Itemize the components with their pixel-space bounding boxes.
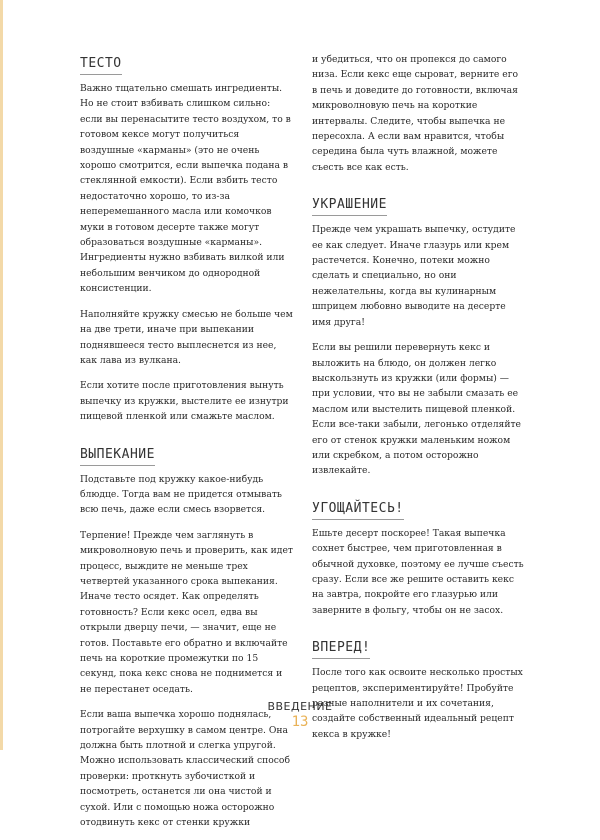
paragraph: Ешьте десерт поскорее! Такая выпечка сохнет быстрее, чем приготовленная в обычной духовке, поэтому ее лучше съесть сразу. Если все же решите оставить кекс на завтра, покройте его глазурью или заверните в фольгу, чтобы он не засох. (312, 527, 524, 616)
paragraph: Если вы решили перевернуть кекс и выложить на блюдо, он должен легко выскользнуть из кружки (или формы) — при условии, что вы не забыли смазать ее маслом или выстелить пищевой пленкой. Если все-таки забыли, легонько отделяйте его от стенок кружки маленьким ножом или скребком, а потом осторожно извлекайте. (312, 342, 521, 477)
page-footer (0, 700, 600, 730)
page-number: 13 (291, 714, 309, 730)
section-title-baking: ВЫПЕКАНИЕ (80, 447, 155, 466)
paragraph: Если хотите после приготовления вынуть выпечку из кружки, выстелите ее изнутри пищевой пленкой или смажьте маслом. (80, 380, 289, 423)
paragraph: Наполняйте кружку смесью не больше чем на две трети, иначе при выпекании поднявшееся тесто выплеснется из нее, как лава из вулкана. (80, 308, 293, 366)
page-edge-stripe (0, 0, 3, 750)
paragraph: Терпение! Прежде чем заглянуть в микроволновую печь и проверить, как идет процесс, выждите не меньше трех четвертей указанного срока выпекания. Иначе тесто осядет. Как определять готовность? Если кекс осел, едва вы открыли дверцу печи, — значит, еще не готов. Поставьте его обратно и включайте печь на короткие промежутки по 15 секунд, пока кекс снова не поднимется и не перестанет оседать. (80, 529, 293, 695)
chapter-title: ВВЕДЕНИЕ (267, 700, 333, 713)
paragraph: После того как освоите несколько простых рецептов, экспериментируйте! Пробуйте разные наполнители и их сочетания, создайте собственный идеальный рецепт кекса в кружке! (312, 667, 523, 740)
paragraph: Если ваша выпечка хорошо поднялась, потрогайте верхушку в самом центре. Она должна быть плотной и слегка упругой. Можно использовать классический способ проверки: проткнуть зубочисткой и посмотреть, останется ли она чистой и сухой. Или с помощью ножа осторожно отодвинуть кекс от стенки кружки (80, 709, 290, 829)
paragraph: Важно тщательно смешать ингредиенты. Но не стоит взбивать слишком сильно: если вы перенасытите тесто воздухом, то в готовом кексе могут получиться воздушные «карманы» (это не очень хорошо смотрится, если выпечка подана в стеклянной емкости). Если взбить тесто недостаточно хорошо, то из-за неперемешанного масла или комочков муки в готовом десерте также могут образоваться воздушные «карманы». Ингредиенты нужно взбивать вилкой или небольшим венчиком до однородной консистенции. (80, 83, 291, 295)
section-title-enjoy: УГОЩАЙТЕСЬ! (312, 501, 404, 520)
paragraph: и убедиться, что он пропекся до самого низа. Если кекс еще сыроват, верните его в печь и доведите до готовности, включая микроволновую печь на короткие интервалы. Следите, чтобы выпечка не пересохла. А если вам нравится, чтобы середина была чуть влажной, можете съесть все как есть. (312, 54, 519, 173)
paragraph: Подставьте под кружку какое-нибудь блюдце. Тогда вам не придется отмывать всю печь, даже если смесь взорвется. (80, 473, 282, 516)
section-title-dough: ТЕСТО (80, 56, 122, 75)
right-column (312, 52, 524, 752)
paragraph: Прежде чем украшать выпечку, остудите ее как следует. Иначе глазурь или крем растечется. Конечно, потеки можно сделать и специально, но они нежелательны, когда вы кулинарным шприцем любовно выводите на десерте имя друга! (312, 224, 516, 328)
section-title-forward: ВПЕРЕД! (312, 640, 370, 659)
section-title-decoration: УКРАШЕНИЕ (312, 197, 387, 216)
